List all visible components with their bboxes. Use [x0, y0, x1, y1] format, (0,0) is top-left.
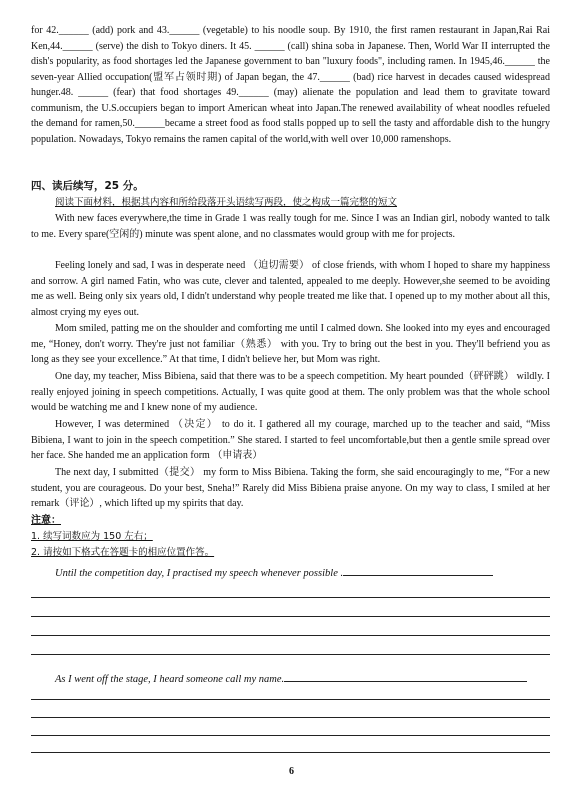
story-paragraph-6: The next day, I submitted（提交） my form to Miss Bibiena. Taking the form, she said encouragingly to me, “For a new student, you are courageous. Do your best, Sneha!” Rarely did Miss Bibiena praise anyone. On my way to class, I smiled at her remark（评论）, which lifted up my spirits that day.	[31, 467, 550, 509]
prompt-2-answer-line[interactable]	[284, 671, 527, 682]
page-number: 6	[289, 766, 294, 777]
note-answer-format: 2. 请按如下格式在答题卡的相应位置作答。	[31, 547, 215, 558]
notes-heading: 注意：	[31, 515, 61, 526]
writing-line[interactable]	[31, 735, 550, 736]
note-word-count: 1. 续写词数应为 150 左右；	[31, 531, 153, 542]
writing-line[interactable]	[31, 616, 550, 617]
story-paragraph-1: With new faces everywhere,the time in Grade 1 was really tough for me. Since I was an Indian girl, nobody wanted to talk to me. Every spare(空闲的) minute was spent alone, and no classmates would group with me for projects.	[31, 213, 550, 240]
continuation-prompt-2	[55, 671, 550, 688]
writing-line[interactable]	[31, 717, 550, 718]
prompt-2-text: As I went off the stage, I heard someone call my name.	[55, 674, 285, 685]
writing-line[interactable]	[31, 699, 550, 700]
story-paragraph-3: Mom smiled, patting me on the shoulder and comforting me until I calmed down. She looked into my eyes and encouraged me, “Honey, don't worry. They're just not familiar（熟悉） with you. Try to bring out the best in you. They'll befriend you as long as they see your excellence.” At that time, I didn't believe her, but Mom was right.	[31, 323, 550, 365]
passage-ending: for 42.______ (add) pork and 43.______ (vegetable) to his noodle soup. By 1910, the first ramen restaurant in Japan,Rai Rai Ken,44.______ (serve) the dish to Tokyo diners. It 45. ______ (call) shina soba in Japanese. Then, World War II interrupted the dish's popularity, as food shortages led the Japanese government to ban "luxury foods", including ramen. In 1945,46.______ the seven-year Allied occupation(盟军占领时期) of Japan began, the 47.______ (bad) rice harvest in decades caused widespread hunger.48. ______ (fear) that food shortages 49.______ (may) alienate the population and lead them to gravitate toward communism, the U.S.occupiers began to import American wheat into Japan.The renewed availability of wheat noodles refueled the demand for ramen,50.______became a street food as food stalls popped up to sell the tasty and affordable dish to the hungry population. Nowadays, Tokyo remains the ramen capital of the world,with well over 10,000 ramenshops.	[31, 25, 550, 145]
story-paragraph-2: Feeling lonely and sad, I was in desperate need （迫切需要） of close friends, with whom I hoped to share my happiness and sorrow. A girl named Fatin, who was cute, clever and talented, appealed to me deeply. However,she seemed to be avoiding me as well. Being only six years old, I didn't understand why people treated me like that. I opened up to my mother about all this, almost crying my eyes out.	[31, 260, 550, 318]
writing-line[interactable]	[31, 752, 550, 753]
prompt-1-text: Until the competition day, I practised my speech whenever possible .	[55, 568, 344, 579]
story-paragraph-4: One day, my teacher, Miss Bibiena, said that there was to be a speech competition. My heart pounded（砰砰跳） wildly. I really enjoyed joining in speech competitions. Actually, I was quite good at them. The only problem was that the whole school would be watching me and I knew none of my audience.	[31, 371, 550, 413]
prompt-1-answer-line[interactable]	[343, 565, 493, 576]
writing-line[interactable]	[31, 654, 550, 655]
continuation-prompt-1	[55, 565, 550, 582]
writing-line[interactable]	[31, 635, 550, 636]
story-paragraph-5: However, I was determined （决定） to do it. I gathered all my courage, marched up to the teacher and said, “Miss Bibiena, I want to join in the speech competition.” She stared. I started to feel uncomfortable,but then a gentle smile spread over her face. She handed me an application form （申请表）	[31, 419, 550, 461]
section-heading: 四、读后续写，25 分。	[31, 180, 144, 192]
section-instruction: 阅读下面材料，根据其内容和所给段落开头语续写两段，使之构成一篇完整的短文	[55, 197, 398, 208]
writing-line[interactable]	[31, 597, 550, 598]
